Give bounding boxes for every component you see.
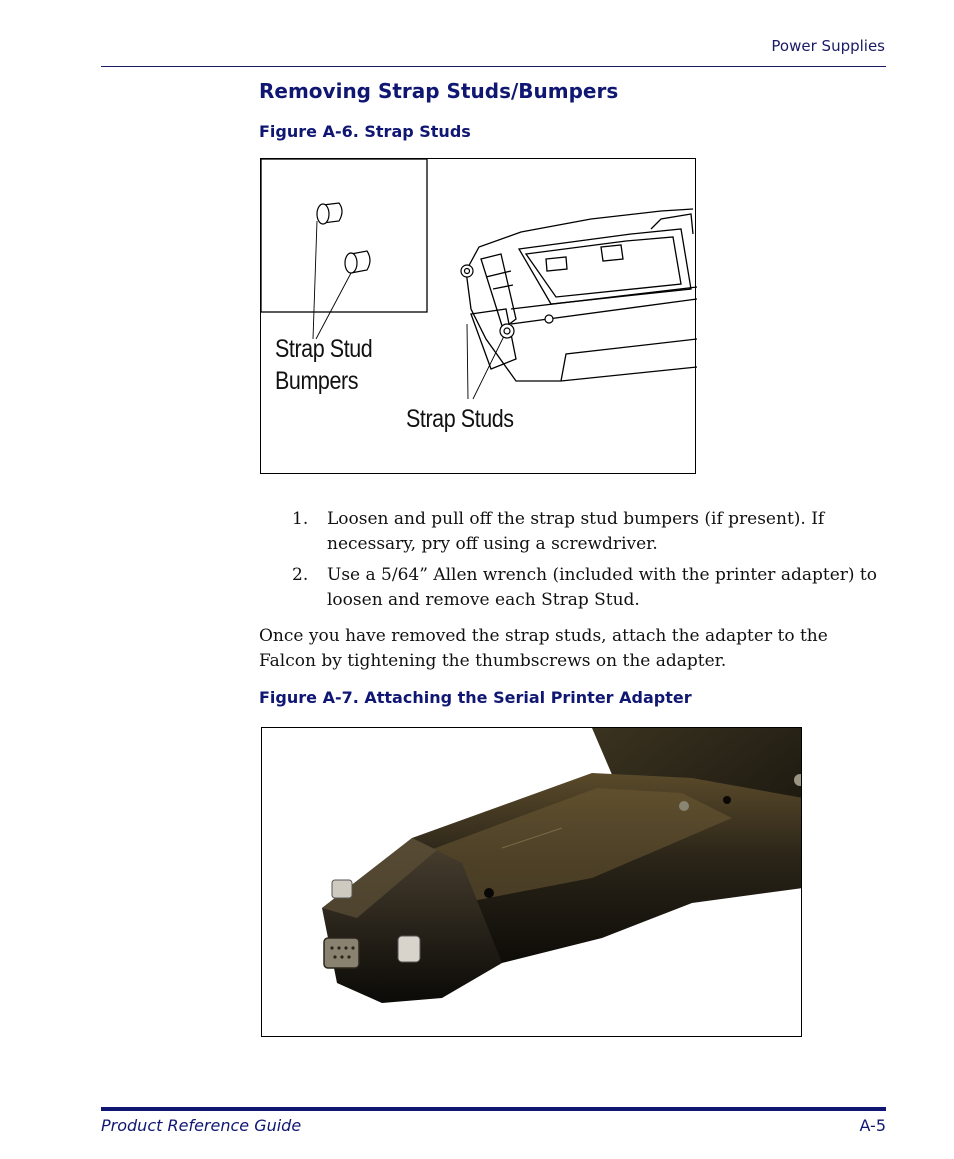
step-text: Use a 5/64” Allen wrench (included with the printer adapter) to loosen and remove each Strap Stud. xyxy=(327,565,877,610)
footer-title: Product Reference Guide xyxy=(101,1116,302,1135)
body-paragraph: Once you have removed the strap studs, attach the adapter to the Falcon by tightening the thumbscrews on the adapter. xyxy=(259,626,828,671)
step-item xyxy=(292,507,882,557)
strap-studs-label: Strap Studs xyxy=(406,405,514,433)
running-header: Power Supplies xyxy=(771,37,885,55)
strap-stud-bumpers-label-line1: Strap Stud xyxy=(275,335,373,363)
figure-a6-strap-studs xyxy=(260,158,696,474)
page-number: A-5 xyxy=(859,1116,886,1135)
header-rule xyxy=(101,66,886,67)
figure-a6-caption: Figure A-6. Strap Studs xyxy=(259,122,471,141)
step-item xyxy=(292,563,882,613)
step-number: 1. xyxy=(292,509,309,529)
footer-rule xyxy=(101,1107,886,1111)
figure-a7-caption: Figure A-7. Attaching the Serial Printer Adapter xyxy=(259,688,692,707)
serial-printer-adapter-photo xyxy=(262,728,802,1037)
strap-stud-bumpers-label-line2: Bumpers xyxy=(275,367,359,395)
procedure-steps xyxy=(292,507,882,619)
figure-a7-adapter-photo xyxy=(261,727,802,1037)
step-number: 2. xyxy=(292,565,309,585)
step-text: Loosen and pull off the strap stud bumpers (if present). If necessary, pry off using a screwdriver. xyxy=(327,509,825,554)
section-title: Removing Strap Studs/Bumpers xyxy=(259,79,619,103)
